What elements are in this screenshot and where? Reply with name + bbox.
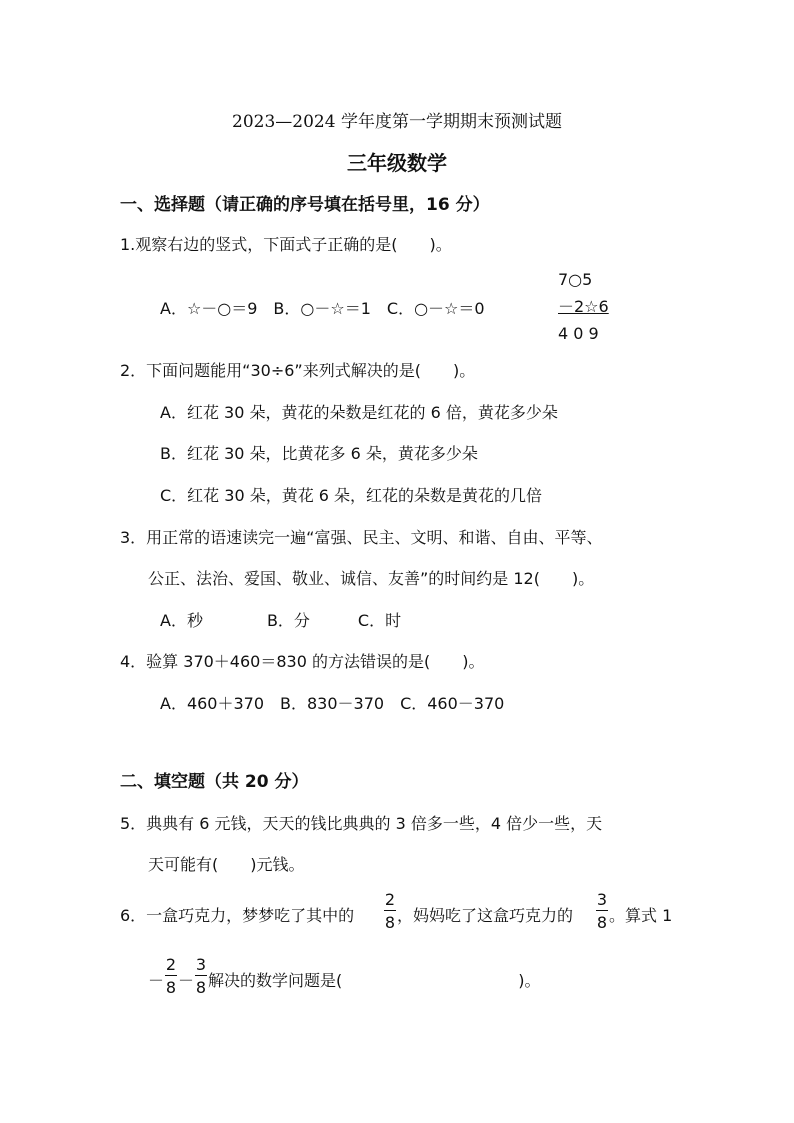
fraction-numerator: 2 <box>384 890 396 909</box>
fraction-denominator: 8 <box>165 978 177 997</box>
question-4: 4．验算 370＋460＝830 的方法错误的是( )。 <box>120 652 485 671</box>
fraction-bar <box>384 910 396 911</box>
question-2-option-b: B．红花 30 朵，比黄花多 6 朵，黄花多少朵 <box>160 444 478 463</box>
minus-sign: － <box>178 971 195 990</box>
question-3-line-1: 3．用正常的语速读完一遍“富强、民主、文明、和谐、自由、平等、 <box>120 528 603 547</box>
question-3-options: A．秒 B．分 C．时 <box>160 611 402 630</box>
question-6-part-2: ，妈妈吃了这盒巧克力的 <box>397 906 574 925</box>
question-2-option-a: A．红花 30 朵，黄花的朵数是红花的 6 倍，黄花多少朵 <box>160 403 558 422</box>
fraction-bar <box>596 910 608 911</box>
vertical-calc-line-1: 7○5 <box>558 270 593 289</box>
fraction-denominator: 8 <box>596 913 608 932</box>
question-6-line-2: 解决的数学问题是( )。 <box>208 971 541 990</box>
section-fill-heading: 二、填空题（共 20 分） <box>120 772 309 792</box>
question-1-options: A．☆－○＝9 B．○－☆＝1 C．○－☆＝0 <box>160 299 485 318</box>
page-subtitle: 三年级数学 <box>347 151 447 175</box>
question-6-part-3: 。算式 1 <box>609 906 673 925</box>
question-5-line-1: 5．典典有 6 元钱，天天的钱比典典的 3 倍多一些，4 倍少一些，天 <box>120 814 603 833</box>
question-4-options: A．460＋370 B．830－370 C．460－370 <box>160 694 505 713</box>
question-3-line-2: 公正、法治、爱国、敬业、诚信、友善”的时间约是 12( )。 <box>148 569 595 588</box>
vertical-calc-line-2: －2☆6 <box>558 297 609 316</box>
fraction-bar <box>195 975 207 976</box>
fraction-numerator: 2 <box>165 955 177 974</box>
section-choice-heading: 一、选择题（请正确的序号填在括号里，16 分） <box>120 195 490 215</box>
vertical-calc-line-3: 4 0 9 <box>558 324 599 343</box>
fraction-denominator: 8 <box>195 978 207 997</box>
page-title: 2023—2024 学年度第一学期期末预测试题 <box>232 112 562 132</box>
minus-sign: － <box>148 971 165 990</box>
fraction-denominator: 8 <box>384 913 396 932</box>
question-2: 2．下面问题能用“30÷6”来列式解决的是( )。 <box>120 361 476 380</box>
fraction-bar <box>165 975 177 976</box>
question-2-option-c: C．红花 30 朵，黄花 6 朵，红花的朵数是黄花的几倍 <box>160 486 543 505</box>
question-1: 1.观察右边的竖式，下面式子正确的是( )。 <box>120 235 452 254</box>
question-5-line-2: 天可能有( )元钱。 <box>148 855 305 874</box>
fraction-numerator: 3 <box>596 890 608 909</box>
fraction-numerator: 3 <box>195 955 207 974</box>
question-6-part-1: 6．一盒巧克力，梦梦吃了其中的 <box>120 906 355 925</box>
